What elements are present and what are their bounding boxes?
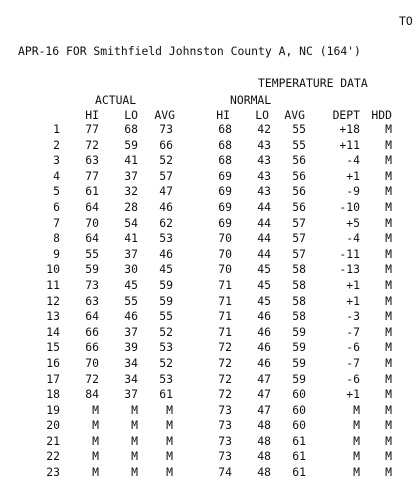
cell-actual-lo: 41 [124, 231, 138, 246]
cell-day: 3 [53, 153, 60, 168]
cell-departure: M [353, 449, 360, 464]
cell-day: 17 [46, 371, 60, 386]
cell-actual-hi: 63 [85, 153, 99, 168]
cell-actual-hi: 64 [85, 199, 99, 214]
cell-actual-avg: 59 [159, 293, 173, 308]
cell-day: 10 [46, 262, 60, 277]
cell-normal-lo: 47 [257, 402, 271, 417]
cell-normal-hi: 74 [218, 465, 232, 480]
cell-departure: -7 [346, 355, 360, 370]
cell-departure: -11 [339, 246, 360, 261]
col-header-hdd: HDD [371, 108, 392, 122]
cell-normal-lo: 46 [257, 355, 271, 370]
cell-actual-avg: 46 [159, 199, 173, 214]
table-row [0, 294, 415, 310]
cell-hdd: M [385, 153, 392, 168]
temperature-table [0, 122, 415, 481]
cell-normal-lo: 46 [257, 309, 271, 324]
cell-normal-hi: 73 [218, 418, 232, 433]
cell-normal-avg: 56 [292, 199, 306, 214]
col-header-actual-hi: HI [85, 108, 99, 122]
cell-departure: +1 [346, 277, 360, 292]
cell-normal-lo: 45 [257, 293, 271, 308]
cell-actual-lo: M [131, 465, 138, 480]
table-row [0, 356, 415, 372]
col-header-actual-lo: LO [124, 108, 138, 122]
cell-actual-lo: 34 [124, 355, 138, 370]
cell-day: 4 [53, 168, 60, 183]
cell-normal-lo: 47 [257, 371, 271, 386]
cell-normal-lo: 44 [257, 231, 271, 246]
cell-normal-avg: 57 [292, 246, 306, 261]
cell-actual-lo: 37 [124, 324, 138, 339]
cell-normal-avg: 61 [292, 449, 306, 464]
cell-normal-hi: 72 [218, 387, 232, 402]
cell-hdd: M [385, 277, 392, 292]
cell-actual-lo: 46 [124, 309, 138, 324]
cell-hdd: M [385, 402, 392, 417]
cell-actual-hi: M [92, 402, 99, 417]
cell-actual-lo: M [131, 433, 138, 448]
cell-hdd: M [385, 122, 392, 136]
cell-normal-hi: 68 [218, 137, 232, 152]
cell-day: 20 [46, 418, 60, 433]
cell-normal-lo: 45 [257, 277, 271, 292]
table-row [0, 418, 415, 434]
table-row [0, 465, 415, 481]
cell-normal-avg: 59 [292, 324, 306, 339]
cell-actual-avg: 57 [159, 168, 173, 183]
cell-hdd: M [385, 309, 392, 324]
table-row [0, 325, 415, 341]
cell-actual-avg: M [166, 465, 173, 480]
cell-departure: -6 [346, 340, 360, 355]
cell-normal-hi: 72 [218, 371, 232, 386]
cell-departure: -4 [346, 231, 360, 246]
table-row [0, 403, 415, 419]
cell-normal-hi: 69 [218, 199, 232, 214]
actual-group-label: ACTUAL [95, 93, 137, 107]
cell-normal-hi: 69 [218, 215, 232, 230]
cell-actual-avg: 46 [159, 246, 173, 261]
cell-normal-avg: 60 [292, 402, 306, 417]
cell-actual-avg: 61 [159, 387, 173, 402]
cell-actual-hi: 77 [85, 122, 99, 136]
cell-actual-hi: 59 [85, 262, 99, 277]
table-row [0, 231, 415, 247]
cell-hdd: M [385, 246, 392, 261]
cell-normal-lo: 44 [257, 246, 271, 261]
cell-actual-lo: 59 [124, 137, 138, 152]
table-row [0, 153, 415, 169]
cell-actual-avg: 52 [159, 355, 173, 370]
cell-actual-avg: M [166, 449, 173, 464]
section-label: TEMPERATURE DATA [258, 76, 368, 90]
cell-hdd: M [385, 199, 392, 214]
cell-departure: -6 [346, 371, 360, 386]
cell-normal-avg: 58 [292, 277, 306, 292]
cell-hdd: M [385, 355, 392, 370]
cell-normal-hi: 69 [218, 184, 232, 199]
cell-actual-lo: 30 [124, 262, 138, 277]
cell-normal-avg: 61 [292, 465, 306, 480]
table-row [0, 122, 415, 138]
cell-normal-lo: 43 [257, 168, 271, 183]
cell-hdd: M [385, 168, 392, 183]
cell-day: 1 [53, 122, 60, 136]
cell-hdd: M [385, 231, 392, 246]
cell-normal-lo: 46 [257, 324, 271, 339]
cell-actual-avg: 59 [159, 277, 173, 292]
cell-normal-hi: 70 [218, 231, 232, 246]
cell-normal-hi: 71 [218, 293, 232, 308]
cell-actual-lo: 41 [124, 153, 138, 168]
cell-normal-avg: 60 [292, 387, 306, 402]
cell-actual-hi: 72 [85, 137, 99, 152]
table-row [0, 169, 415, 185]
cell-departure: +5 [346, 215, 360, 230]
cell-actual-hi: 72 [85, 371, 99, 386]
cell-actual-avg: 73 [159, 122, 173, 136]
cell-actual-avg: M [166, 402, 173, 417]
cell-normal-lo: 43 [257, 137, 271, 152]
cell-departure: M [353, 402, 360, 417]
cell-departure: +1 [346, 387, 360, 402]
cell-normal-lo: 44 [257, 215, 271, 230]
cell-actual-avg: 52 [159, 153, 173, 168]
cell-normal-avg: 55 [292, 122, 306, 136]
cell-actual-avg: 62 [159, 215, 173, 230]
cell-day: 19 [46, 402, 60, 417]
cell-day: 8 [53, 231, 60, 246]
cell-normal-avg: 56 [292, 168, 306, 183]
cell-actual-hi: M [92, 418, 99, 433]
report-title: APR-16 FOR Smithfield Johnston County A, NC (164') [18, 44, 361, 58]
cell-actual-lo: 55 [124, 293, 138, 308]
cell-day: 5 [53, 184, 60, 199]
cell-normal-hi: 68 [218, 122, 232, 136]
cell-actual-hi: M [92, 433, 99, 448]
cell-day: 13 [46, 309, 60, 324]
col-header-departure: DEPT [332, 108, 360, 122]
truncated-header: TO [399, 14, 413, 28]
cell-actual-hi: 63 [85, 293, 99, 308]
cell-hdd: M [385, 340, 392, 355]
cell-actual-avg: M [166, 433, 173, 448]
cell-normal-hi: 69 [218, 168, 232, 183]
cell-normal-avg: 56 [292, 153, 306, 168]
cell-actual-hi: 70 [85, 215, 99, 230]
cell-normal-hi: 73 [218, 402, 232, 417]
cell-normal-avg: 58 [292, 293, 306, 308]
cell-actual-avg: M [166, 418, 173, 433]
cell-normal-lo: 44 [257, 199, 271, 214]
cell-hdd: M [385, 371, 392, 386]
cell-actual-avg: 45 [159, 262, 173, 277]
cell-actual-lo: 54 [124, 215, 138, 230]
cell-actual-lo: 45 [124, 277, 138, 292]
cell-normal-lo: 48 [257, 433, 271, 448]
cell-normal-lo: 48 [257, 449, 271, 464]
cell-normal-lo: 46 [257, 340, 271, 355]
cell-normal-hi: 73 [218, 433, 232, 448]
cell-hdd: M [385, 215, 392, 230]
cell-actual-hi: 66 [85, 340, 99, 355]
cell-normal-avg: 57 [292, 215, 306, 230]
cell-hdd: M [385, 184, 392, 199]
table-row [0, 216, 415, 232]
cell-day: 22 [46, 449, 60, 464]
cell-normal-lo: 43 [257, 184, 271, 199]
table-row [0, 278, 415, 294]
cell-hdd: M [385, 465, 392, 480]
cell-departure: -13 [339, 262, 360, 277]
cell-normal-hi: 73 [218, 449, 232, 464]
cell-normal-avg: 58 [292, 309, 306, 324]
cell-departure: -9 [346, 184, 360, 199]
col-header-actual-avg: AVG [154, 108, 175, 122]
cell-normal-lo: 48 [257, 465, 271, 480]
cell-normal-hi: 71 [218, 309, 232, 324]
cell-normal-hi: 72 [218, 355, 232, 370]
cell-actual-hi: 77 [85, 168, 99, 183]
cell-actual-hi: 55 [85, 246, 99, 261]
table-row [0, 138, 415, 154]
cell-normal-lo: 45 [257, 262, 271, 277]
table-row [0, 247, 415, 263]
cell-actual-lo: M [131, 449, 138, 464]
cell-normal-avg: 59 [292, 355, 306, 370]
cell-normal-hi: 70 [218, 262, 232, 277]
cell-actual-hi: 66 [85, 324, 99, 339]
cell-day: 15 [46, 340, 60, 355]
cell-day: 18 [46, 387, 60, 402]
col-header-normal-avg: AVG [284, 108, 305, 122]
cell-actual-hi: 73 [85, 277, 99, 292]
cell-normal-hi: 71 [218, 324, 232, 339]
cell-normal-avg: 55 [292, 137, 306, 152]
cell-normal-lo: 42 [257, 122, 271, 136]
cell-actual-lo: 28 [124, 199, 138, 214]
cell-hdd: M [385, 324, 392, 339]
cell-normal-avg: 61 [292, 433, 306, 448]
col-header-normal-hi: HI [216, 108, 230, 122]
table-row [0, 262, 415, 278]
cell-hdd: M [385, 418, 392, 433]
cell-actual-lo: 37 [124, 168, 138, 183]
cell-departure: +1 [346, 168, 360, 183]
cell-actual-hi: 64 [85, 231, 99, 246]
cell-departure: +18 [339, 122, 360, 136]
cell-actual-avg: 53 [159, 340, 173, 355]
cell-day: 23 [46, 465, 60, 480]
table-row [0, 372, 415, 388]
table-row [0, 434, 415, 450]
cell-hdd: M [385, 449, 392, 464]
cell-actual-avg: 55 [159, 309, 173, 324]
cell-departure: -4 [346, 153, 360, 168]
cell-hdd: M [385, 293, 392, 308]
cell-departure: M [353, 418, 360, 433]
cell-actual-lo: 39 [124, 340, 138, 355]
cell-actual-lo: M [131, 418, 138, 433]
cell-normal-avg: 59 [292, 371, 306, 386]
cell-hdd: M [385, 433, 392, 448]
cell-day: 16 [46, 355, 60, 370]
table-row [0, 449, 415, 465]
cell-actual-avg: 52 [159, 324, 173, 339]
cell-actual-avg: 53 [159, 371, 173, 386]
cell-normal-lo: 43 [257, 153, 271, 168]
cell-departure: -7 [346, 324, 360, 339]
cell-normal-lo: 47 [257, 387, 271, 402]
cell-departure: -10 [339, 199, 360, 214]
cell-day: 14 [46, 324, 60, 339]
cell-day: 2 [53, 137, 60, 152]
cell-actual-hi: 84 [85, 387, 99, 402]
cell-actual-avg: 53 [159, 231, 173, 246]
cell-hdd: M [385, 262, 392, 277]
cell-actual-lo: M [131, 402, 138, 417]
cell-normal-hi: 71 [218, 277, 232, 292]
cell-actual-lo: 37 [124, 387, 138, 402]
cell-actual-lo: 34 [124, 371, 138, 386]
cell-normal-lo: 48 [257, 418, 271, 433]
cell-actual-avg: 47 [159, 184, 173, 199]
table-row [0, 184, 415, 200]
normal-group-label: NORMAL [230, 93, 272, 107]
cell-actual-lo: 68 [124, 122, 138, 136]
cell-normal-avg: 58 [292, 262, 306, 277]
cell-normal-avg: 57 [292, 231, 306, 246]
cell-day: 7 [53, 215, 60, 230]
cell-actual-hi: 70 [85, 355, 99, 370]
table-row [0, 340, 415, 356]
cell-normal-avg: 60 [292, 418, 306, 433]
cell-day: 21 [46, 433, 60, 448]
cell-normal-hi: 72 [218, 340, 232, 355]
table-row [0, 387, 415, 403]
col-header-normal-lo: LO [255, 108, 269, 122]
cell-day: 12 [46, 293, 60, 308]
cell-normal-hi: 70 [218, 246, 232, 261]
cell-departure: -3 [346, 309, 360, 324]
cell-departure: M [353, 433, 360, 448]
cell-day: 9 [53, 246, 60, 261]
cell-actual-lo: 37 [124, 246, 138, 261]
cell-normal-avg: 59 [292, 340, 306, 355]
cell-actual-avg: 66 [159, 137, 173, 152]
cell-normal-hi: 68 [218, 153, 232, 168]
table-row [0, 200, 415, 216]
cell-hdd: M [385, 387, 392, 402]
cell-day: 6 [53, 199, 60, 214]
table-row [0, 309, 415, 325]
cell-actual-lo: 32 [124, 184, 138, 199]
cell-day: 11 [46, 277, 60, 292]
cell-departure: M [353, 465, 360, 480]
cell-departure: +11 [339, 137, 360, 152]
cell-normal-avg: 56 [292, 184, 306, 199]
cell-actual-hi: M [92, 449, 99, 464]
cell-hdd: M [385, 137, 392, 152]
cell-departure: +1 [346, 293, 360, 308]
cell-actual-hi: M [92, 465, 99, 480]
cell-actual-hi: 64 [85, 309, 99, 324]
cell-actual-hi: 61 [85, 184, 99, 199]
